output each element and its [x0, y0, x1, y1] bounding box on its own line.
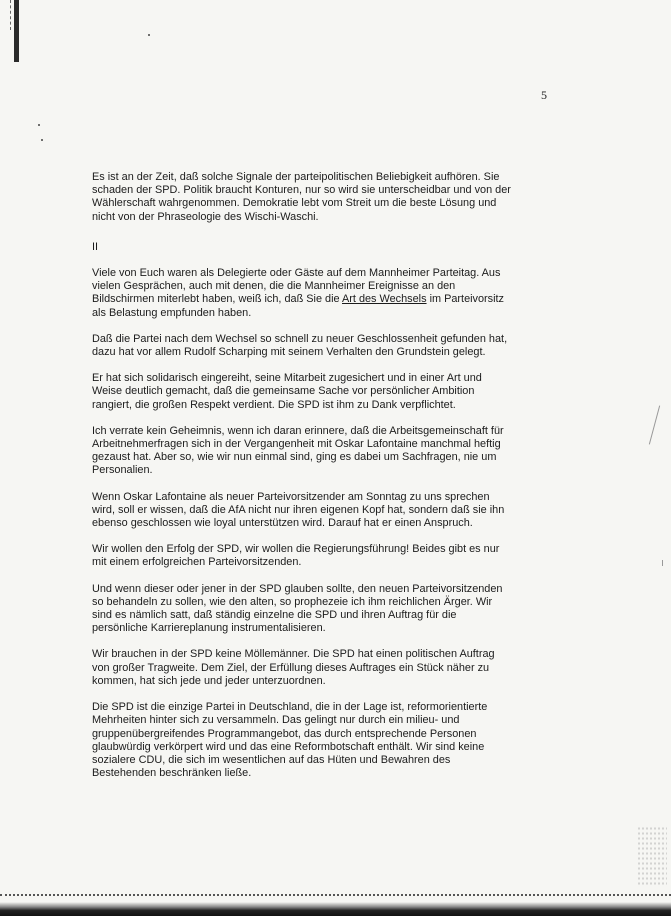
paragraph: Wir brauchen in der SPD keine Möllemänner. Die SPD hat einen politischen Auftrag von großer Tragweite. Dem Ziel, der Erfüllung dieses Auftrages ein Stück näher zu kommen, hat sich jede und jeder unterzuordnen.: [92, 648, 495, 687]
scan-speck: [38, 124, 40, 126]
scan-speck: [649, 406, 660, 445]
paragraph-text: im Parteivorsitz als Belastung empfunden haben.: [92, 293, 505, 319]
page-number: 5: [541, 88, 547, 102]
paragraph: [92, 267, 512, 320]
paragraph-text: Viele von Euch waren als Delegierte oder Gäste auf dem Mannheimer Parteitag. Aus vielen Gesprächen, auch mit denen, die die Mannheimer Ereignisse an den Bildschirmen miterlebt haben, weiß ich, daß Sie die: [92, 267, 501, 306]
paragraph: Wenn Oskar Lafontaine als neuer Parteivorsitzender am Sonntag zu uns sprechen wird, soll er wissen, daß die AfA nicht nur ihren eigenen Kopf hat, sondern daß sie ihn ebenso geschlossen wie loyal unterstützen wird. Darauf hat er einen Anspruch.: [92, 490, 505, 530]
paragraph: Die SPD ist die einzige Partei in Deutschland, die in der Lage ist, reformorientierte Mehrheiten hinter sich zu versammeln. Das gelingt nur durch ein milieu- und gruppenübergreifendes Programmangebot, das durch entsprechende Personen glaubwürdig verkörpert wird und das eine Reformbotschaft enthält. Wir sind keine sozialere CDU, die sich im wesentlichen auf das Hüten und Bewahren des Bestehenden beschränken ließe.: [92, 701, 488, 780]
scan-speck: [662, 560, 663, 566]
paragraph: Wir wollen den Erfolg der SPD, wir wollen die Regierungsführung! Beides gibt es nur mit einem erfolgreichen Parteivorsitzenden.: [92, 543, 500, 569]
paragraph: Es ist an der Zeit, daß solche Signale der parteipolitischen Beliebigkeit aufhören. Sie schaden der SPD. Politik braucht Konturen, nur so wird sie unterscheidbar und von der Wählerschaft wahrgenommen. Demokratie lebt vom Streit um die beste Lösung und nicht von der Phraseologie des Wischi-Waschi.: [92, 171, 511, 223]
scan-bottom-edge: [0, 902, 671, 916]
paragraph: Er hat sich solidarisch eingereiht, seine Mitarbeit zugesichert und in einer Art und Weise deutlich gemacht, daß die gemeinsame Sache vor persönlicher Ambition rangiert, die großen Respekt verdient. Die SPD ist ihm zu Dank verpflichtet.: [92, 372, 482, 411]
scan-edge-mark: [0, 0, 11, 30]
paragraph: Ich verrate kein Geheimnis, wenn ich daran erinnere, daß die Arbeitsgemeinschaft für Arbeitnehmerfragen sich in der Vergangenheit mit Oskar Lafontaine manchmal heftig gezaust hat. Aber so, wie wir nun einmal sind, ging es dabei um Sachfragen, nie um Personalien.: [92, 424, 504, 477]
scan-edge-bar: [14, 0, 19, 62]
paragraph: Und wenn dieser oder jener in der SPD glauben sollte, den neuen Parteivorsitzenden so behandeln zu sollen, wie den alten, so prophezeie ich ihm reichlichen Ärger. Wir sind es nämlich satt, daß ständig einzelne die SPD und ihren Auftrag für die persönliche Karriereplanung instrumentalisieren.: [92, 582, 503, 635]
paragraph: Daß die Partei nach dem Wechsel so schnell zu neuer Geschlossenheit gefunden hat, dazu hat vor allem Rudolf Scharping mit seinem Verhalten den Grundstein gelegt.: [92, 332, 508, 359]
document-body: [92, 171, 512, 793]
scan-speck: [148, 34, 150, 36]
scan-noise: [637, 826, 667, 886]
scan-bottom-line: [0, 894, 671, 898]
section-heading: II: [92, 240, 99, 253]
underlined-phrase: Art des Wechsels: [342, 293, 427, 306]
scan-speck: [41, 139, 43, 141]
